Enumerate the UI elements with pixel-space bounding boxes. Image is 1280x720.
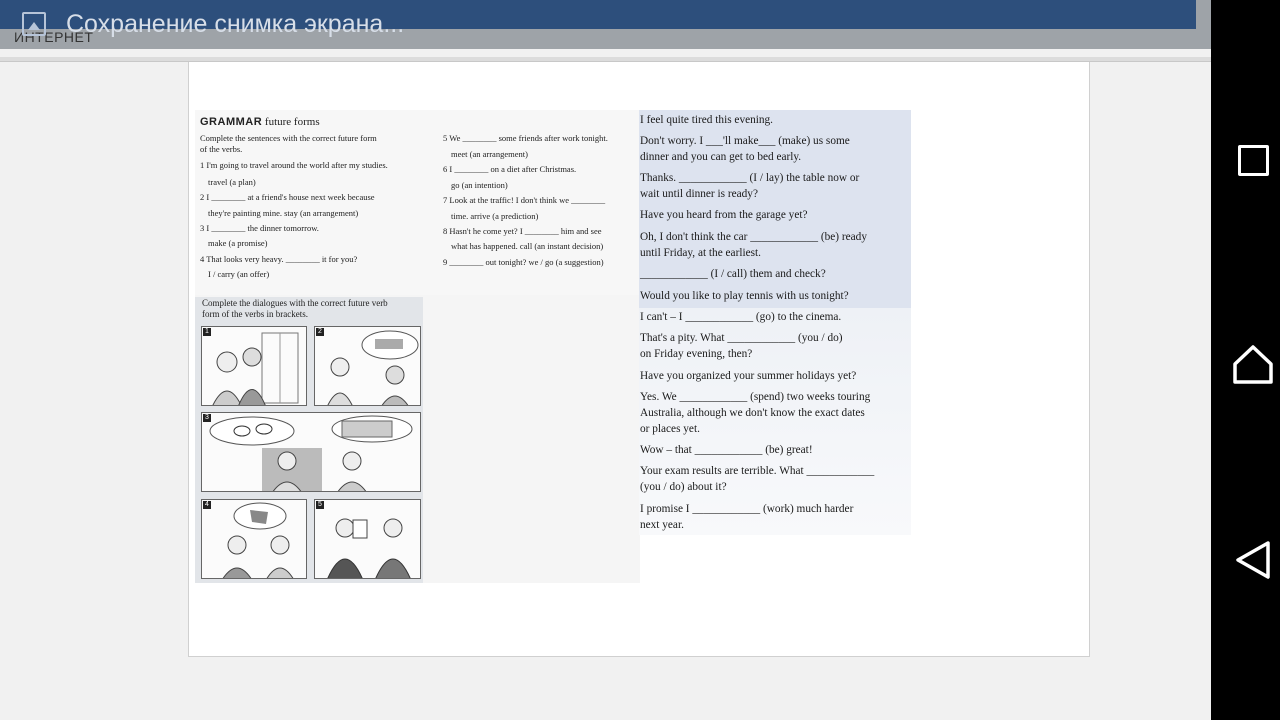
exercise-line: I / carry (an offer) [208, 269, 270, 279]
panel-number: 2 [318, 328, 322, 335]
dialogue-line: dinner and you can get to bed early. [640, 151, 802, 163]
dialogue-line: Wow – that ____________ (be) great! [640, 444, 813, 456]
dialogue-cartoons [195, 297, 423, 583]
cartoon-illustration [202, 500, 307, 579]
exercise-line: 8 Hasn't he come yet? I ________ him and see [443, 226, 602, 236]
exercise-line: they're painting mine. stay (an arrangement) [208, 208, 359, 218]
dialogue-line: Your exam results are terrible. What ____________ [640, 465, 875, 477]
panel-number: 5 [318, 501, 322, 508]
notification-text: Сохранение снимка экрана... [66, 10, 405, 38]
grammar-title-rest: future forms [264, 116, 320, 128]
dialogue-line: Yes. We ____________ (spend) two weeks touring [640, 391, 871, 403]
dialogue-line: Have you organized your summer holidays yet? [640, 370, 857, 382]
image-icon [22, 12, 46, 36]
grammar-title [200, 116, 320, 128]
browser-title: ИНТЕРНЕТ [14, 29, 94, 45]
cartoon-panel [201, 326, 307, 406]
grammar-title-bold: GRAMMAR [200, 116, 263, 128]
panel-number: 3 [205, 414, 209, 421]
exercise-line: meet (an arrangement) [451, 149, 528, 159]
cartoon-illustration [315, 327, 421, 406]
exercise-line: 4 That looks very heavy. ________ it for you? [200, 254, 358, 264]
dialogue-line: Oh, I don't think the car ____________ (be) ready [640, 231, 867, 243]
dialogue-line: I promise I ____________ (work) much harder [640, 503, 854, 515]
cartoon-illustration [202, 413, 421, 492]
dialogue-line: That's a pity. What ____________ (you / do) [640, 332, 843, 344]
cartoon-illustration [202, 327, 307, 406]
dialogue-line: I can't – I ____________ (go) to the cinema. [640, 311, 842, 323]
cartoon-panel [201, 499, 307, 579]
dialogue-instruction-line: form of the verbs in brackets. [202, 309, 308, 319]
dialogue-instruction-line: Complete the dialogues with the correct future verb [202, 298, 388, 308]
cartoon-panel [201, 412, 421, 492]
dialogue-line: on Friday evening, then? [640, 348, 753, 360]
exercise-line: time. arrive (a prediction) [451, 211, 539, 221]
back-icon[interactable] [1234, 540, 1272, 580]
exercise-line: 3 I ________ the dinner tomorrow. [200, 223, 319, 233]
panel-number: 1 [205, 328, 209, 335]
cartoon-illustration [315, 500, 421, 579]
exercise-line: 5 We ________ some friends after work tonight. [443, 133, 608, 143]
dialogue-line: (you / do) about it? [640, 481, 727, 493]
dialogue-line: Don't worry. I ___'ll make___ (make) us some [640, 135, 850, 147]
dialogue-line: wait until dinner is ready? [640, 188, 758, 200]
dialogue-line: I feel quite tired this evening. [640, 114, 774, 126]
dialogue-line: or places yet. [640, 423, 700, 435]
exercise-line: what has happened. call (an instant decision) [451, 241, 604, 251]
dialogue-line: Australia, although we don't know the exact dates [640, 407, 865, 419]
dialogue-line: Thanks. ____________ (I / lay) the table now or [640, 172, 860, 184]
dialogue-line: Would you like to play tennis with us tonight? [640, 290, 849, 302]
exercise-line: 2 I ________ at a friend's house next week because [200, 192, 375, 202]
exercise-line: make (a promise) [208, 238, 268, 248]
exercise-line: 6 I ________ on a diet after Christmas. [443, 164, 577, 174]
cartoon-panel [314, 326, 421, 406]
exercise-line: go (an intention) [451, 180, 508, 190]
dialogue-line: Have you heard from the garage yet? [640, 209, 808, 221]
instruction-line: of the verbs. [200, 144, 243, 154]
instruction-line: Complete the sentences with the correct future form [200, 133, 377, 143]
dialogue-instruction [202, 298, 388, 320]
cartoon-panel [314, 499, 421, 579]
dialogue-line: next year. [640, 519, 684, 531]
screenshot-notification[interactable] [22, 10, 404, 38]
recent-apps-icon[interactable] [1238, 145, 1269, 176]
exercise-line: 7 Look at the traffic! I don't think we ________ [443, 195, 606, 205]
exercise-line: 9 ________ out tonight? we / go (a suggestion) [443, 257, 604, 267]
status-bar-edge [1196, 0, 1211, 29]
home-icon[interactable] [1232, 344, 1274, 384]
panel-number: 4 [205, 501, 209, 508]
exercise-line: travel (a plan) [208, 177, 256, 187]
dialogue-line: until Friday, at the earliest. [640, 247, 761, 259]
exercise-line: 1 I'm going to travel around the world after my studies. [200, 160, 388, 170]
dialogue-line: ____________ (I / call) them and check? [640, 268, 826, 280]
